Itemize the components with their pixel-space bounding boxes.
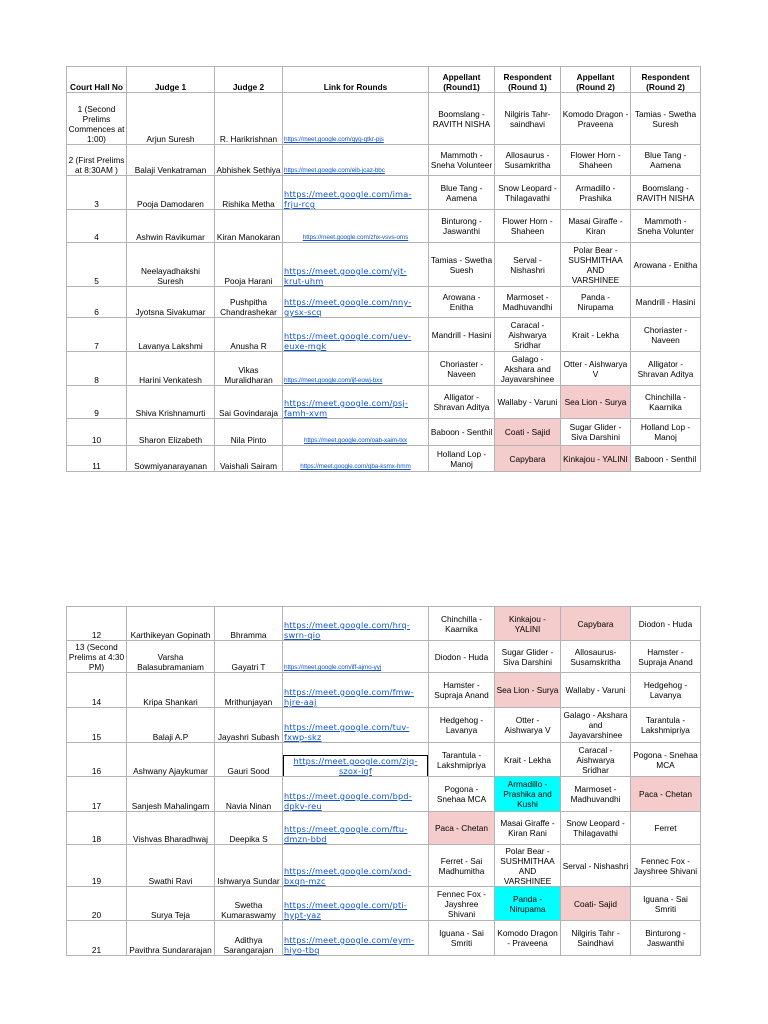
respondent-round-1: Polar Bear - SUSHMITHAA AND VARSHINEE bbox=[495, 845, 561, 887]
table-row bbox=[67, 145, 701, 176]
appellant-round-2: Marmoset - Madhuvandhi bbox=[561, 777, 631, 812]
link-cell bbox=[283, 812, 429, 845]
respondent-round-2: Binturong - Jaswanthi bbox=[631, 921, 701, 956]
meet-link[interactable]: https://meet.google.com/eym-hiyo-tbq bbox=[284, 935, 415, 955]
respondent-round-1: Capybara bbox=[495, 446, 561, 472]
judge-2: Gauri Sood bbox=[215, 743, 283, 777]
appellant-round-1: Iguana - Sai Smriti bbox=[429, 921, 495, 956]
respondent-round-2: Pogona - Snehaa MCA bbox=[631, 743, 701, 777]
table-row bbox=[67, 607, 701, 641]
judge-1: Lavanya Lakshmi bbox=[127, 318, 215, 352]
judge-2: Anusha R bbox=[215, 318, 283, 352]
respondent-round-1: Galago - Akshara and Jayavarshinee bbox=[495, 352, 561, 386]
appellant-round-1: Boomslang - RAVITH NISHA bbox=[429, 93, 495, 145]
judge-1: Karthikeyan Gopinath bbox=[127, 607, 215, 641]
appellant-round-1: Diodon - Huda bbox=[429, 641, 495, 673]
respondent-round-1: Masai Giraffe - Kiran Rani bbox=[495, 812, 561, 845]
respondent-round-2: Blue Tang - Aamena bbox=[631, 145, 701, 176]
link-cell bbox=[283, 386, 429, 419]
judge-2: Navia Ninan bbox=[215, 777, 283, 812]
header-judge-1: Judge 1 bbox=[127, 67, 215, 93]
judge-1: Kripa Shankari bbox=[127, 673, 215, 708]
appellant-round-2: Polar Bear - SUSHMITHAA AND VARSHINEE bbox=[561, 243, 631, 287]
table-row bbox=[67, 743, 701, 777]
link-cell bbox=[283, 777, 429, 812]
respondent-round-1: Wallaby - Varuni bbox=[495, 386, 561, 419]
court-hall: 12 bbox=[67, 607, 127, 641]
table-row bbox=[67, 386, 701, 419]
court-hall: 1 (Second Prelims Commences at 1:00) bbox=[67, 93, 127, 145]
judge-1: Swathi Ravi bbox=[127, 845, 215, 887]
respondent-round-2: Fennec Fox - Jayshree Shivani bbox=[631, 845, 701, 887]
judge-1: Ashwany Ajaykumar bbox=[127, 743, 215, 777]
appellant-round-2: Krait - Lekha bbox=[561, 318, 631, 352]
appellant-round-2: Wallaby - Varuni bbox=[561, 673, 631, 708]
meet-link[interactable]: https://meet.google.com/yjt-krut-uhm bbox=[284, 266, 407, 286]
judge-1: Pavithra Sundararajan bbox=[127, 921, 215, 956]
appellant-round-1: Hamster - Supraja Anand bbox=[429, 673, 495, 708]
judge-2: Bhramma bbox=[215, 607, 283, 641]
meet-link[interactable]: https://meet.google.com/fmw-hjre-aaj bbox=[284, 687, 414, 707]
respondent-round-2: Mammoth - Sneha Volunter bbox=[631, 210, 701, 243]
meet-link[interactable]: https://meet.google.com/psj-famh-xvm bbox=[284, 398, 409, 418]
meet-link[interactable]: https://meet.google.com/ima-frju-rcg bbox=[284, 189, 412, 209]
appellant-round-2: Sea Lion - Surya bbox=[561, 386, 631, 419]
appellant-round-2: Allosaurus- Susamskritha bbox=[561, 641, 631, 673]
respondent-round-1: Komodo Dragon - Praveena bbox=[495, 921, 561, 956]
appellant-round-2: Serval - Nishashri bbox=[561, 845, 631, 887]
judge-2: Mrithunjayan bbox=[215, 673, 283, 708]
appellant-round-2: Capybara bbox=[561, 607, 631, 641]
court-hall: 18 bbox=[67, 812, 127, 845]
table-row bbox=[67, 887, 701, 921]
meet-link[interactable]: https://meet.google.com/oab-xaim-txx bbox=[304, 437, 407, 444]
header-link: Link for Rounds bbox=[283, 67, 429, 93]
appellant-round-2: Galago - Akshara and Jayavarshinee bbox=[561, 708, 631, 743]
link-cell bbox=[283, 921, 429, 956]
link-cell bbox=[283, 641, 429, 673]
respondent-round-1: Krait - Lekha bbox=[495, 743, 561, 777]
appellant-round-1: Choriaster - Naveen bbox=[429, 352, 495, 386]
appellant-round-2: Caracal - Aishwarya Sridhar bbox=[561, 743, 631, 777]
link-cell bbox=[283, 287, 429, 318]
judge-1: Varsha Balasubramaniam bbox=[127, 641, 215, 673]
header-appellant-round-1: Appellant (Round1) bbox=[429, 67, 495, 93]
meet-link[interactable]: https://meet.google.com/pti-hypt-yaz bbox=[284, 900, 408, 920]
link-cell bbox=[283, 93, 429, 145]
appellant-round-1: Chinchilla - Kaarnika bbox=[429, 607, 495, 641]
judge-2: Adithya Sarangarajan bbox=[215, 921, 283, 956]
respondent-round-1: Allosaurus - Susamkritha bbox=[495, 145, 561, 176]
table-row bbox=[67, 708, 701, 743]
appellant-round-1: Hedgehog - Lavanya bbox=[429, 708, 495, 743]
respondent-round-2: Boomslang - RAVITH NISHA bbox=[631, 176, 701, 210]
link-cell bbox=[283, 607, 429, 641]
link-cell bbox=[283, 243, 429, 287]
header-row bbox=[67, 67, 701, 93]
header-respondent-round-1: Respondent (Round 1) bbox=[495, 67, 561, 93]
appellant-round-1: Mandrill - Hasini bbox=[429, 318, 495, 352]
link-cell bbox=[283, 419, 429, 446]
link-cell bbox=[283, 318, 429, 352]
link-cell bbox=[283, 446, 429, 472]
link-cell bbox=[283, 887, 429, 921]
appellant-round-2: Nilgiris Tahr - Saindhavi bbox=[561, 921, 631, 956]
meet-link[interactable]: https://meet.google.com/bpd-dpkv-reu bbox=[284, 791, 412, 811]
judge-2: Ishwarya Sundar bbox=[215, 845, 283, 887]
court-hall: 10 bbox=[67, 419, 127, 446]
respondent-round-2: Tamias - Swetha Suresh bbox=[631, 93, 701, 145]
link-cell bbox=[283, 210, 429, 243]
meet-link[interactable]: https://meet.google.com/nny-gysx-scq bbox=[284, 297, 412, 317]
court-hall: 6 bbox=[67, 287, 127, 318]
judge-2: Pushpitha Chandrashekar bbox=[215, 287, 283, 318]
court-hall: 7 bbox=[67, 318, 127, 352]
judge-2: Swetha Kumaraswamy bbox=[215, 887, 283, 921]
header-court-hall: Court Hall No bbox=[67, 67, 127, 93]
link-cell bbox=[283, 708, 429, 743]
judge-1: Sanjesh Mahalingam bbox=[127, 777, 215, 812]
respondent-round-1: Caracal - Aishwarya Sridhar bbox=[495, 318, 561, 352]
link-cell bbox=[283, 673, 429, 708]
meet-link[interactable]: https://meet.google.com/tuv-fxwp-skz bbox=[284, 722, 410, 742]
link-cell bbox=[283, 352, 429, 386]
respondent-round-1: Coati - Sajid bbox=[495, 419, 561, 446]
judge-1: Ashwin Ravikumar bbox=[127, 210, 215, 243]
table-row bbox=[67, 673, 701, 708]
judge-2: Gayatri T bbox=[215, 641, 283, 673]
respondent-round-2: Holland Lop - Manoj bbox=[631, 419, 701, 446]
table-row bbox=[67, 845, 701, 887]
table-row bbox=[67, 446, 701, 472]
respondent-round-1: Flower Horn - Shaheen bbox=[495, 210, 561, 243]
appellant-round-1: Mammoth - Sneha Volunteer bbox=[429, 145, 495, 176]
judge-2: Rishika Metha bbox=[215, 176, 283, 210]
judge-1: Shiva Krishnamurti bbox=[127, 386, 215, 419]
court-hall: 8 bbox=[67, 352, 127, 386]
header-judge-2: Judge 2 bbox=[215, 67, 283, 93]
court-hall: 9 bbox=[67, 386, 127, 419]
respondent-round-2: Hedgehog - Lavanya bbox=[631, 673, 701, 708]
table-row bbox=[67, 921, 701, 956]
link-cell bbox=[283, 176, 429, 210]
respondent-round-2: Choriaster - Naveen bbox=[631, 318, 701, 352]
meet-link[interactable]: https://meet.google.com/hrq-swrn-qio bbox=[284, 620, 410, 640]
respondent-round-1: Otter - Aishwarya V bbox=[495, 708, 561, 743]
judge-1: Balaji Venkatraman bbox=[127, 145, 215, 176]
link-cell bbox=[283, 845, 429, 887]
appellant-round-2: Coati- Sajid bbox=[561, 887, 631, 921]
appellant-round-1: Alligator - Shravan Aditya bbox=[429, 386, 495, 419]
court-hall: 4 bbox=[67, 210, 127, 243]
appellant-round-1: Tarantula - Lakshmipriya bbox=[429, 743, 495, 777]
judge-2: Deepika S bbox=[215, 812, 283, 845]
court-hall: 5 bbox=[67, 243, 127, 287]
judge-1: Sharon Elizabeth bbox=[127, 419, 215, 446]
respondent-round-2: Diodon - Huda bbox=[631, 607, 701, 641]
appellant-round-2: Sugar Glider - Siva Darshini bbox=[561, 419, 631, 446]
judge-1: Harini Venkatesh bbox=[127, 352, 215, 386]
respondent-round-2: Paca - Chetan bbox=[631, 777, 701, 812]
judge-2: Kiran Manokaran bbox=[215, 210, 283, 243]
table-row bbox=[67, 243, 701, 287]
appellant-round-1: Arowana - Enitha bbox=[429, 287, 495, 318]
respondent-round-2: Alligator - Shravan Aditya bbox=[631, 352, 701, 386]
meet-link[interactable]: https://meet.google.com/qyg-qtkr-pjs bbox=[284, 136, 384, 143]
court-hall: 20 bbox=[67, 887, 127, 921]
respondent-round-1: Nilgiris Tahr- saindhavi bbox=[495, 93, 561, 145]
meet-link[interactable]: https://meet.google.com/zjq-szox-iqf bbox=[283, 755, 428, 777]
respondent-round-2: Hamster - Supraja Anand bbox=[631, 641, 701, 673]
respondent-round-1: Sea Lion - Surya bbox=[495, 673, 561, 708]
table-row bbox=[67, 419, 701, 446]
appellant-round-1: Ferret - Sai Madhumitha bbox=[429, 845, 495, 887]
judge-2: R. Harikrishnan bbox=[215, 93, 283, 145]
meet-link[interactable]: https://meet.google.com/xod-bxqn-mzc bbox=[284, 866, 412, 886]
judge-1: Sowmiyanarayanan bbox=[127, 446, 215, 472]
table-row bbox=[67, 318, 701, 352]
judge-2: Abhishek Sethiya bbox=[215, 145, 283, 176]
respondent-round-2: Tarantula - Lakshmipriya bbox=[631, 708, 701, 743]
court-hall: 11 bbox=[67, 446, 127, 472]
judge-2: Vikas Muralidharan bbox=[215, 352, 283, 386]
link-cell bbox=[283, 743, 429, 777]
respondent-round-1: Serval - Nishashri bbox=[495, 243, 561, 287]
court-hall: 13 (Second Prelims at 4:30 PM) bbox=[67, 641, 127, 673]
court-hall: 15 bbox=[67, 708, 127, 743]
appellant-round-2: Snow Leopard - Thilagavathi bbox=[561, 812, 631, 845]
header-respondent-round-2: Respondent (Round 2) bbox=[631, 67, 701, 93]
appellant-round-1: Fennec Fox - Jayshree Shivani bbox=[429, 887, 495, 921]
judge-1: Surya Teja bbox=[127, 887, 215, 921]
appellant-round-1: Pogona - Snehaa MCA bbox=[429, 777, 495, 812]
respondent-round-1: Sugar Glider - Siva Darshini bbox=[495, 641, 561, 673]
appellant-round-1: Baboon - Senthil bbox=[429, 419, 495, 446]
table-row bbox=[67, 210, 701, 243]
judge-1: Neelayadhakshi Suresh bbox=[127, 243, 215, 287]
meet-link[interactable]: https://meet.google.com/eib-jcaz-bbc bbox=[284, 167, 385, 174]
table-row bbox=[67, 176, 701, 210]
respondent-round-2: Iguana - Sai Smriti bbox=[631, 887, 701, 921]
schedule-table-top bbox=[66, 66, 701, 472]
respondent-round-2: Baboon - Senthil bbox=[631, 446, 701, 472]
schedule-table-bottom bbox=[66, 606, 701, 956]
table-row bbox=[67, 777, 701, 812]
respondent-round-1: Armadillo - Prashika and Kushi bbox=[495, 777, 561, 812]
meet-link[interactable]: https://meet.google.com/ftu-dmzn-bbd bbox=[284, 824, 408, 844]
appellant-round-1: Holland Lop - Manoj bbox=[429, 446, 495, 472]
respondent-round-2: Arowana - Enitha bbox=[631, 243, 701, 287]
link-cell bbox=[283, 145, 429, 176]
appellant-round-2: Otter - Aishwarya V bbox=[561, 352, 631, 386]
appellant-round-1: Tamias - Swetha Suesh bbox=[429, 243, 495, 287]
meet-link[interactable]: https://meet.google.com/uev-euxe-mgk bbox=[284, 331, 412, 351]
judge-2: Sai Govindaraja bbox=[215, 386, 283, 419]
appellant-round-2: Komodo Dragon - Praveena bbox=[561, 93, 631, 145]
judge-1: Balaji A.P bbox=[127, 708, 215, 743]
header-appellant-round-2: Appellant (Round 2) bbox=[561, 67, 631, 93]
appellant-round-2: Flower Horn - Shaheen bbox=[561, 145, 631, 176]
court-hall: 19 bbox=[67, 845, 127, 887]
court-hall: 17 bbox=[67, 777, 127, 812]
respondent-round-2: Mandrill - Hasini bbox=[631, 287, 701, 318]
court-hall: 14 bbox=[67, 673, 127, 708]
table-row bbox=[67, 641, 701, 673]
appellant-round-1: Blue Tang - Aamena bbox=[429, 176, 495, 210]
respondent-round-2: Ferret bbox=[631, 812, 701, 845]
judge-2: Nila Pinto bbox=[215, 419, 283, 446]
appellant-round-1: Binturong - Jaswanthi bbox=[429, 210, 495, 243]
judge-1: Pooja Damodaren bbox=[127, 176, 215, 210]
court-hall: 2 (First Prelims at 8:30AM ) bbox=[67, 145, 127, 176]
respondent-round-1: Panda - Nirupama bbox=[495, 887, 561, 921]
meet-link[interactable]: https://meet.google.com/ijf-eowj-bxx bbox=[284, 377, 383, 384]
court-hall: 21 bbox=[67, 921, 127, 956]
appellant-round-2: Masai Giraffe - Kiran bbox=[561, 210, 631, 243]
appellant-round-2: Kinkajou - YALINI bbox=[561, 446, 631, 472]
respondent-round-2: Chinchilla - Kaarnika bbox=[631, 386, 701, 419]
respondent-round-1: Marmoset - Madhuvandhi bbox=[495, 287, 561, 318]
judge-2: Pooja Harani bbox=[215, 243, 283, 287]
respondent-round-1: Snow Leopard - Thilagavathi bbox=[495, 176, 561, 210]
meet-link[interactable]: https://meet.google.com/qba-ksmx-hmm bbox=[300, 463, 411, 470]
judge-2: Jayashri Subash bbox=[215, 708, 283, 743]
table-row bbox=[67, 287, 701, 318]
court-hall: 3 bbox=[67, 176, 127, 210]
court-hall: 16 bbox=[67, 743, 127, 777]
judge-2: Vaishali Sairam bbox=[215, 446, 283, 472]
respondent-round-1: Kinkajou - YALINI bbox=[495, 607, 561, 641]
judge-1: Jyotsna Sivakumar bbox=[127, 287, 215, 318]
table-row bbox=[67, 93, 701, 145]
appellant-round-2: Armadillo - Prashika bbox=[561, 176, 631, 210]
table-row bbox=[67, 352, 701, 386]
appellant-round-2: Panda - Nirupama bbox=[561, 287, 631, 318]
judge-1: Vishvas Bharadhwaj bbox=[127, 812, 215, 845]
appellant-round-1: Paca - Chetan bbox=[429, 812, 495, 845]
meet-link[interactable]: https://meet.google.com/zhx-vsvs-oms bbox=[302, 234, 409, 241]
meet-link[interactable]: https://meet.google.com/iff-ajmo-yyj bbox=[284, 664, 382, 671]
table-row bbox=[67, 812, 701, 845]
judge-1: Arjun Suresh bbox=[127, 93, 215, 145]
